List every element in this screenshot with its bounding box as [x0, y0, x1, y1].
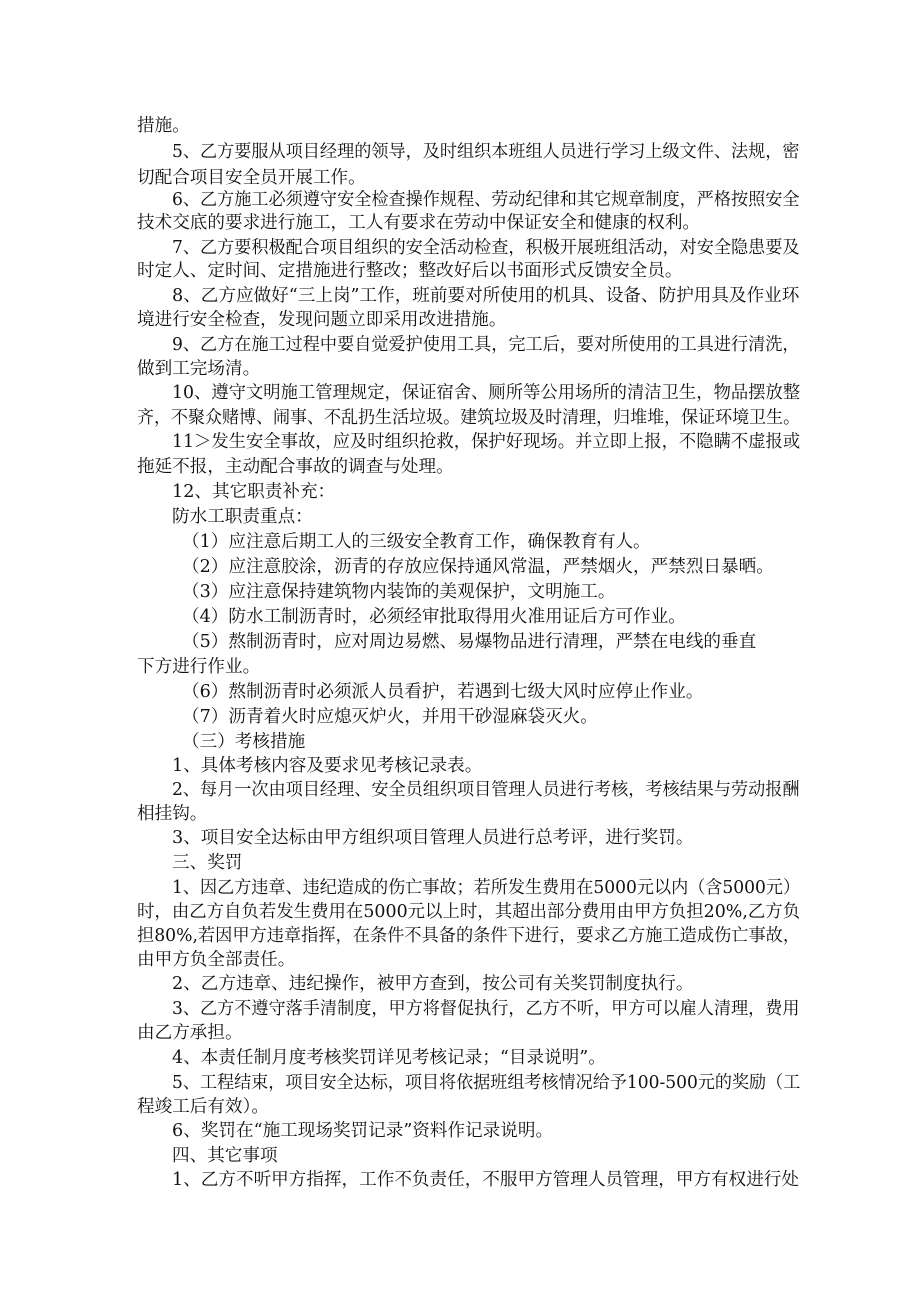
text-line: 齐，不聚众赌博、闹事、不乱扔生活垃圾。建筑垃圾及时清理，归堆堆，保证环境卫生。 — [137, 408, 801, 428]
text-line: 担80%,若因甲方违章指挥，在条件不具备的条件下进行，要求乙方施工造成伤亡事故， — [137, 926, 801, 946]
text-line: （4）防水工制沥青时，必须经审批取得用火准用证后方可作业。 — [182, 607, 686, 627]
text-line: 1、因乙方违章、违纪造成的伤亡事故；若所发生费用在5000元以内（含5000元） — [172, 878, 801, 898]
text-line: 时定人、定时间、定措施进行整改；整改好后以书面形式反馈安全员。 — [137, 261, 683, 281]
text-line: 12、其它职责补充： — [172, 482, 336, 502]
text-line: 时，由乙方自负若发生费用在5000元以上时，其超出部分费用由甲方负担20%,乙方负 — [137, 902, 801, 922]
text-line: 11＞发生安全事故，应及时组织抢救，保护好现场。并立即上报，不隐瞒不虚报或 — [172, 432, 801, 452]
text-line: 10、遵守文明施工管理规定，保证宿舍、厕所等公用场所的清洁卫生，物品摆放整 — [172, 383, 801, 403]
text-line: 5、乙方要服从项目经理的领导，及时组织本班组人员进行学习上级文件、法规，密 — [172, 142, 800, 162]
text-line: （2）应注意胶涂，沥青的存放应保持通风常温，严禁烟火，严禁烈日暴晒。 — [182, 557, 774, 577]
text-line: （7）沥青着火时应熄灭炉火，并用干砂湿麻袋灭火。 — [182, 707, 598, 727]
text-line: 防水工职责重点： — [172, 507, 313, 527]
text-line: 1、乙方不听甲方指挥，工作不负责任，不服甲方管理人员管理，甲方有权进行处 — [172, 1170, 799, 1190]
text-line: 9、乙方在施工过程中要自觉爱护使用工具，完工后，要对所使用的工具进行清洗， — [172, 335, 800, 355]
text-line: 3、乙方不遵守落手清制度，甲方将督促执行，乙方不听，甲方可以雇人清理，费用 — [172, 999, 800, 1019]
text-line: 拖延不报，主动配合事故的调查与处理。 — [137, 457, 454, 477]
text-line: 下方进行作业。 — [137, 657, 261, 677]
text-line: 由乙方承担。 — [137, 1023, 243, 1043]
text-line: 境进行安全检查，发现问题立即采用改进措施。 — [137, 310, 507, 330]
text-line: 相挂钩。 — [137, 804, 208, 824]
text-line: 4、本责任制月度考核奖罚详见考核记录；“目录说明”。 — [172, 1048, 606, 1068]
text-line: 6、乙方施工必须遵守安全检查操作规程、劳动纪律和其它规章制度，严格按照安全 — [172, 190, 800, 210]
text-line: 措施。 — [137, 116, 190, 136]
text-line: 由甲方负全部责任。 — [137, 950, 296, 970]
text-line: （1）应注意后期工人的三级安全教育工作，确保教育有人。 — [182, 532, 651, 552]
section-heading: 四、其它事项 — [172, 1146, 278, 1166]
text-line: 做到工完场清。 — [137, 359, 261, 379]
text-line: 5、工程结束，项目安全达标，项目将依据班组考核情况给予100-500元的奖励（工 — [172, 1073, 801, 1093]
text-line: 2、每月一次由项目经理、安全员组织项目管理人员进行考核，考核结果与劳动报酬 — [172, 780, 800, 800]
text-line: 程竣工后有效）。 — [137, 1097, 269, 1117]
text-line: 2、乙方违章、违纪操作，被甲方查到，按公司有关奖罚制度执行。 — [172, 974, 694, 994]
text-line: （5）熬制沥青时，应对周边易燃、易爆物品进行清理，严禁在电线的垂直 — [182, 632, 757, 652]
text-line: 6、奖罚在“施工现场奖罚记录”资料作记录说明。 — [172, 1121, 554, 1141]
text-line: 切配合项目安全员开展工作。 — [137, 168, 366, 188]
text-line: （3）应注意保持建筑物内装饰的美观保护，文明施工。 — [182, 582, 616, 602]
text-line: 8、乙方应做好“三上岗”工作，班前要对所使用的机具、设备、防护用具及作业环 — [172, 286, 800, 306]
text-line: 1、具体考核内容及要求见考核记录表。 — [172, 756, 483, 776]
section-heading: 三、奖罚 — [172, 853, 243, 873]
text-line: （6）熬制沥青时必须派人员看护，若遇到七级大风时应停止作业。 — [182, 682, 704, 702]
text-line: 7、乙方要积极配合项目组织的安全活动检查，积极开展班组活动，对安全隐患要及 — [172, 238, 800, 258]
text-line: 技术交底的要求进行施工，工人有要求在劳动中保证安全和健康的权利。 — [137, 213, 701, 233]
text-line: 3、项目安全达标由甲方组织项目管理人员进行总考评，进行奖罚。 — [172, 828, 694, 848]
section-heading: （三）考核措施 — [182, 732, 306, 752]
